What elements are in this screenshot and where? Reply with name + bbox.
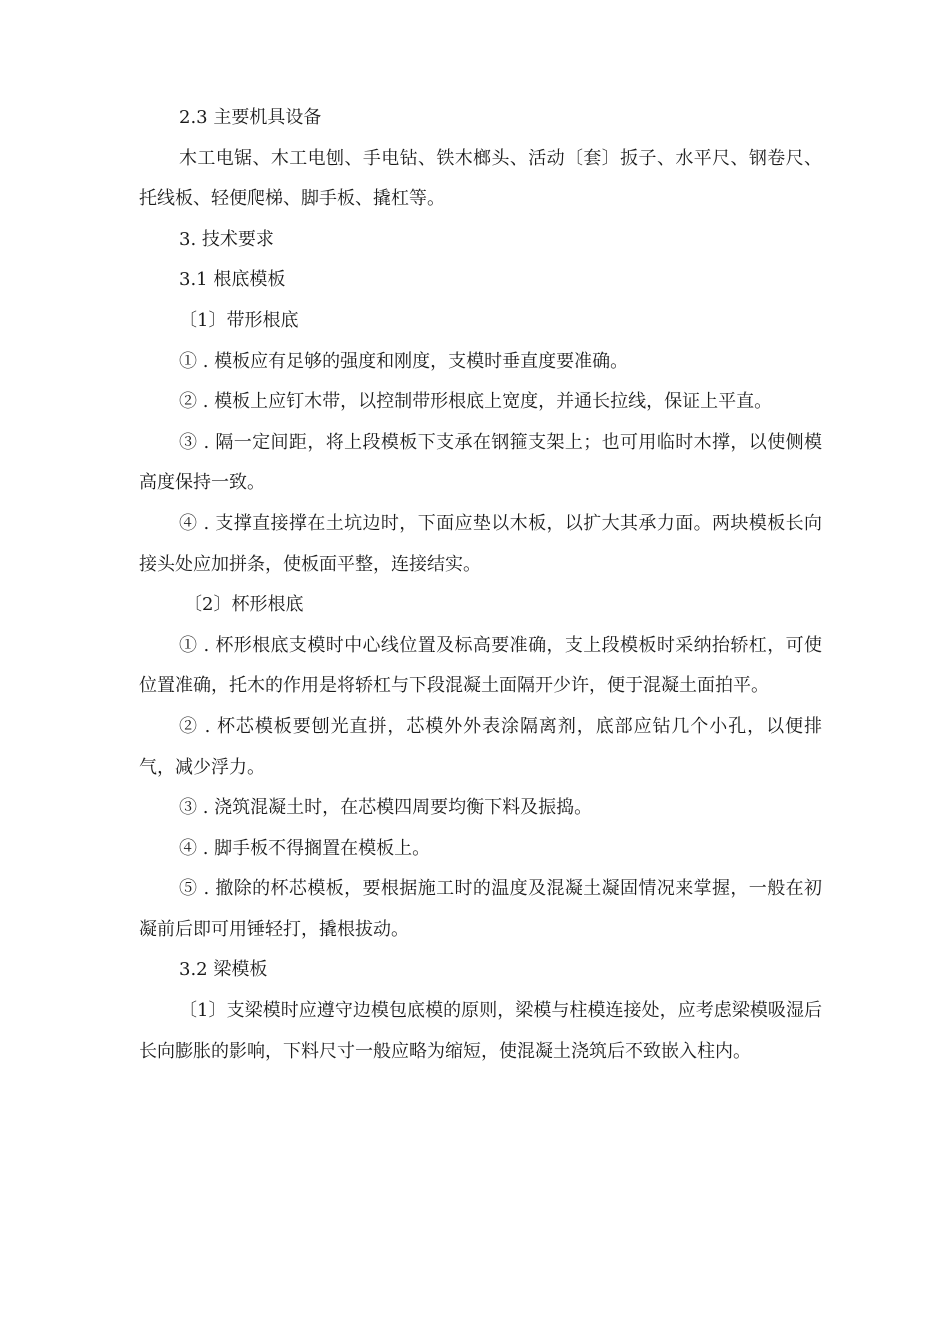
paragraph-beam-1: 〔1〕支梁模时应遵守边模包底模的原则，梁模与柱模连接处，应考虑梁模吸湿后长向膨胀的影响，下料尺寸一般应略为缩短，使混凝土浇筑后不致嵌入柱内。 [139,1000,822,1062]
list-item-strip-3: ③ . 隔一定间距，将上段模板下支承在钢箍支架上；也可用临时木撑，以使侧模高度保持一致。 [139,431,822,494]
list-item-cup-3: ③ . 浇筑混凝土时，在芯模四周要均衡下料及振捣。 [179,797,593,819]
list-item-cup-4: ④ . 脚手板不得搁置在模板上。 [179,837,431,859]
list-item-strip-4: ④ . 支撑直接撑在土坑边时，下面应垫以木板，以扩大其承力面。两块模板长向接头处应加拼条，使板面平整，连接结实。 [139,512,822,575]
list-item-strip-1: ① . 模板应有足够的强度和刚度，支模时垂直度要准确。 [179,350,629,372]
section-heading-3: 3. 技术要求 [179,228,274,250]
list-item-cup-5: ⑤ . 撤除的杯芯模板，要根据施工时的温度及混凝土凝固情况来掌握，一般在初凝前后即可用锤轻打，撬根拔动。 [139,878,822,940]
paragraph-tools: 木工电锯、木工电刨、手电钻、铁木榔头、活动〔套〕扳子、水平尺、钢卷尺、托线板、轻便爬梯、脚手板、撬杠等。 [139,147,822,210]
subsection-strip-foundation: 〔1〕带形根底 [179,309,299,331]
section-heading-2-3: 2.3 主要机具设备 [179,107,322,128]
list-item-cup-1: ① . 杯形根底支模时中心线位置及标高要准确，支上段模板时采纳抬轿杠，可使位置准确，托木的作用是将轿杠与下段混凝土面隔开少许，便于混凝土面拍平。 [139,634,822,697]
list-item-strip-2: ② . 模板上应钉木带，以控制带形根底上宽度，并通长拉线，保证上平直。 [179,391,773,413]
list-item-cup-2: ② . 杯芯模板要刨光直拼，芯模外外表涂隔离剂，底部应钻几个小孔，以便排气，减少浮力。 [139,715,822,778]
section-heading-3-1: 3.1 根底模板 [179,269,286,291]
document-body [139,98,822,1072]
subsection-cup-foundation: 〔2〕杯形根底 [184,594,304,616]
section-heading-3-2: 3.2 梁模板 [179,959,268,981]
